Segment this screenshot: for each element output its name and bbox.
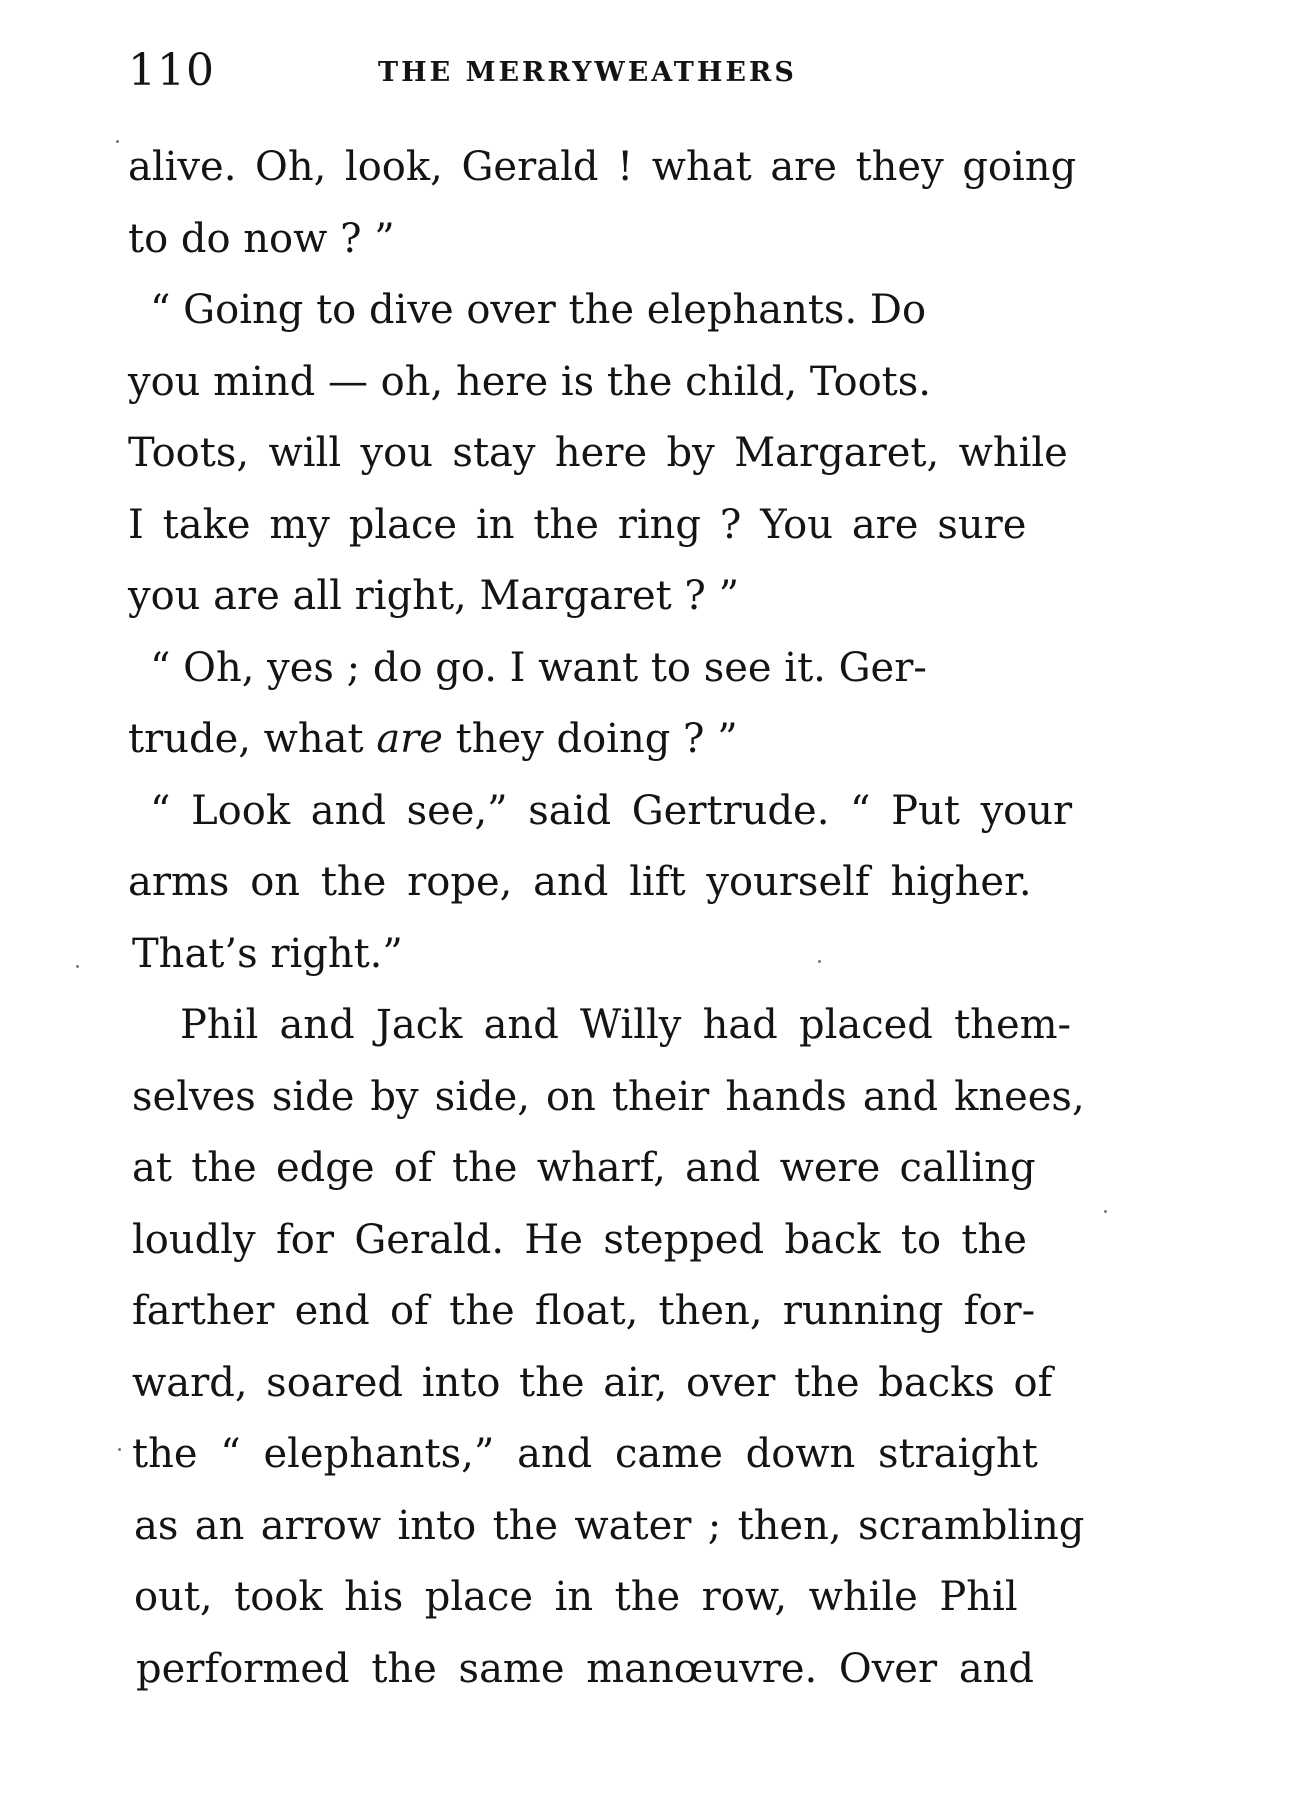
text-line: the “ elephants,” and came down straight <box>132 1431 1038 1477</box>
text-line: “ Look and see,” said Gertrude. “ Put your <box>150 787 1073 834</box>
text-line: “ Oh, yes ; do go. I want to see it. Ger- <box>150 644 927 691</box>
text-line: I take my place in the ring ? You are sure <box>128 501 1027 548</box>
text-line: at the edge of the wharf, and were calling <box>132 1145 1036 1191</box>
text-line: loudly for Gerald. He stepped back to the <box>132 1216 1027 1263</box>
text-line: as an arrow into the water ; then, scrambling <box>134 1502 1085 1549</box>
page-number: 110 <box>128 45 215 96</box>
text-line: That’s right.” <box>132 930 403 977</box>
text-line: “ Going to dive over the elephants. Do <box>150 287 927 333</box>
body-text <box>128 132 1088 1705</box>
text-line: trude, what are they doing ? ” <box>128 704 1088 776</box>
text-line: you are all right, Margaret ? ” <box>128 573 740 619</box>
text-line: out, took his place in the row, while Phil <box>134 1574 1018 1620</box>
text-line: Phil and Jack and Willy had placed them- <box>180 1002 1072 1048</box>
text-line: selves side by side, on their hands and knees, <box>132 1073 1085 1120</box>
running-title: THE MERRYWEATHERS <box>378 57 797 88</box>
text-line: to do now ? ” <box>128 215 395 262</box>
paper-speck <box>116 140 119 143</box>
text-line: ward, soared into the air, over the backs of <box>132 1359 1053 1406</box>
page-header <box>128 36 968 106</box>
text-line: Toots, will you stay here by Margaret, while <box>128 430 1068 476</box>
text-line: farther end of the float, then, running for- <box>132 1288 1036 1334</box>
text-line: performed the same manœuvre. Over and <box>136 1645 1035 1692</box>
paper-speck <box>818 960 821 963</box>
text-line: alive. Oh, look, Gerald ! what are they going <box>128 144 1077 190</box>
paper-speck <box>76 965 79 968</box>
emphasis: are <box>376 716 443 762</box>
text-line: you mind — oh, here is the child, Toots. <box>128 358 931 405</box>
paper-speck <box>1104 1210 1107 1213</box>
paper-speck <box>118 1448 121 1451</box>
text-line: arms on the rope, and lift yourself higher. <box>128 859 1032 905</box>
